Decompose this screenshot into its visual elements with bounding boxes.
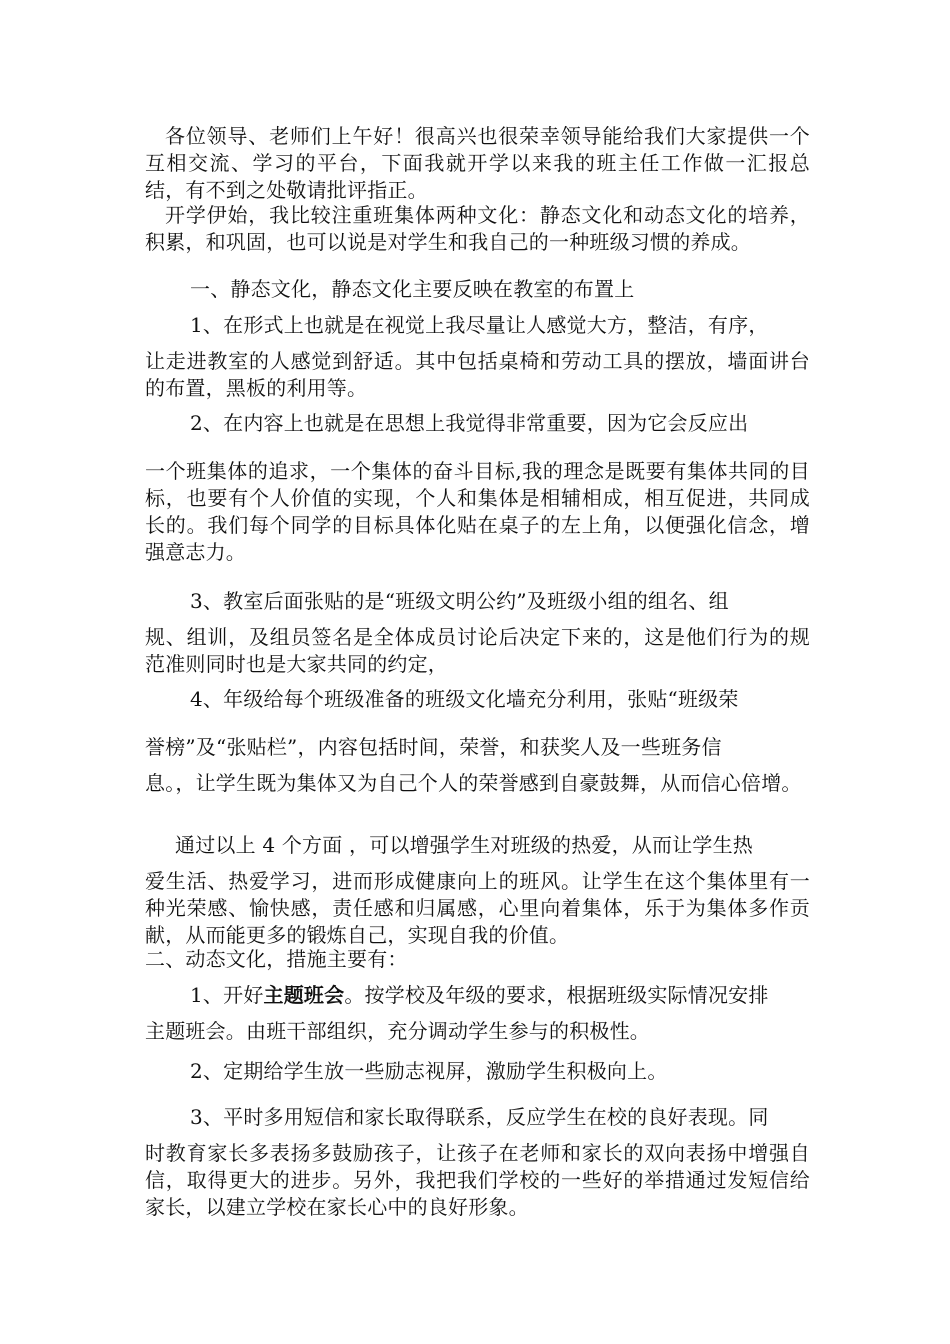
paragraph-greeting: 各位领导、老师们上午好！很高兴也很荣幸领导能给我们大家提供一个互相交流、学习的平台，下面我就开学以来我的班主任工作做一汇报总结，有不到之处敬请批评指正。: [145, 124, 810, 202]
item-4-second-line: 誉榜”及“张贴栏”，内容包括时间，荣誉，和获奖人及一些班务信: [145, 735, 722, 759]
item-4-continued: 息。，让学生既为集体又为自己个人的荣誉感到自豪鼓舞，从而信心倍增。: [145, 771, 802, 795]
item-4-first-line: 4、年级给每个班级准备的班级文化墙充分利用，张贴“班级荣: [190, 687, 739, 711]
item-1-first-line: 1、在形式上也就是在视觉上我尽量让人感觉大方，整洁，有序，: [190, 313, 769, 337]
dynamic-item-3-continued: 时教育家长多表扬多鼓励孩子，让孩子在老师和家长的双向表扬中增强自信，取得更大的进步。另外，我把我们学校的一些好的举措通过发短信给家长，以建立学校在家长心中的良好形象。: [145, 1141, 810, 1219]
dynamic-item-1-suffix: 。按学校及年级的要求，根据班级实际情况安排: [344, 983, 769, 1007]
item-3-continued: 规、组训，及组员签名是全体成员讨论后决定下来的，这是他们行为的规范准则同时也是大家共同的约定，: [145, 625, 810, 676]
item-2-first-line: 2、在内容上也就是在思想上我觉得非常重要，因为它会反应出: [190, 411, 749, 435]
dynamic-item-1-second-line: 主题班会。由班干部组织，充分调动学生参与的积极性。: [145, 1019, 650, 1043]
dynamic-item-2: 2、定期给学生放一些励志视屏，激励学生积极向上。: [190, 1059, 668, 1083]
dynamic-item-1-first-line: [145, 982, 810, 1009]
heading-static-culture: 一、静态文化，静态文化主要反映在教室的布置上: [190, 277, 635, 301]
paragraph-intro: 开学伊始，我比较注重班集体两种文化：静态文化和动态文化的培养，积累，和巩固，也可以说是对学生和我自己的一种班级习惯的养成。: [145, 203, 810, 254]
theme-class-meeting-term: 主题班会: [263, 983, 345, 1007]
item-3-first-line: 3、教室后面张贴的是“班级文明公约”及班级小组的组名、组: [190, 589, 729, 613]
summary-continued: 爱生活、热爱学习，进而形成健康向上的班风。让学生在这个集体里有一种光荣感、愉快感，责任感和归属感，心里向着集体，乐于为集体多作贡献，从而能更多的锻炼自己，实现自我的价值。: [145, 869, 810, 947]
heading-dynamic-culture: 二、动态文化，措施主要有：: [145, 947, 408, 971]
item-2-continued: 一个班集体的追求，一个集体的奋斗目标,我的理念是既要有集体共同的目标，也要有个人价值的实现，个人和集体是相辅相成，相互促进，共同成长的。我们每个同学的目标具体化贴在桌子的左上角，以便强化信念，增强意志力。: [145, 459, 810, 564]
item-1-continued: 让走进教室的人感觉到舒适。其中包括桌椅和劳动工具的摆放，墙面讲台的布置，黑板的利用等。: [145, 349, 810, 400]
dynamic-item-1-prefix: 1、开好: [190, 983, 264, 1007]
summary-first-line: 通过以上 4 个方面 ，可以增强学生对班级的热爱，从而让学生热: [175, 833, 753, 857]
dynamic-item-3-first-line: 3、平时多用短信和家长取得联系，反应学生在校的良好表现。同: [190, 1105, 769, 1129]
